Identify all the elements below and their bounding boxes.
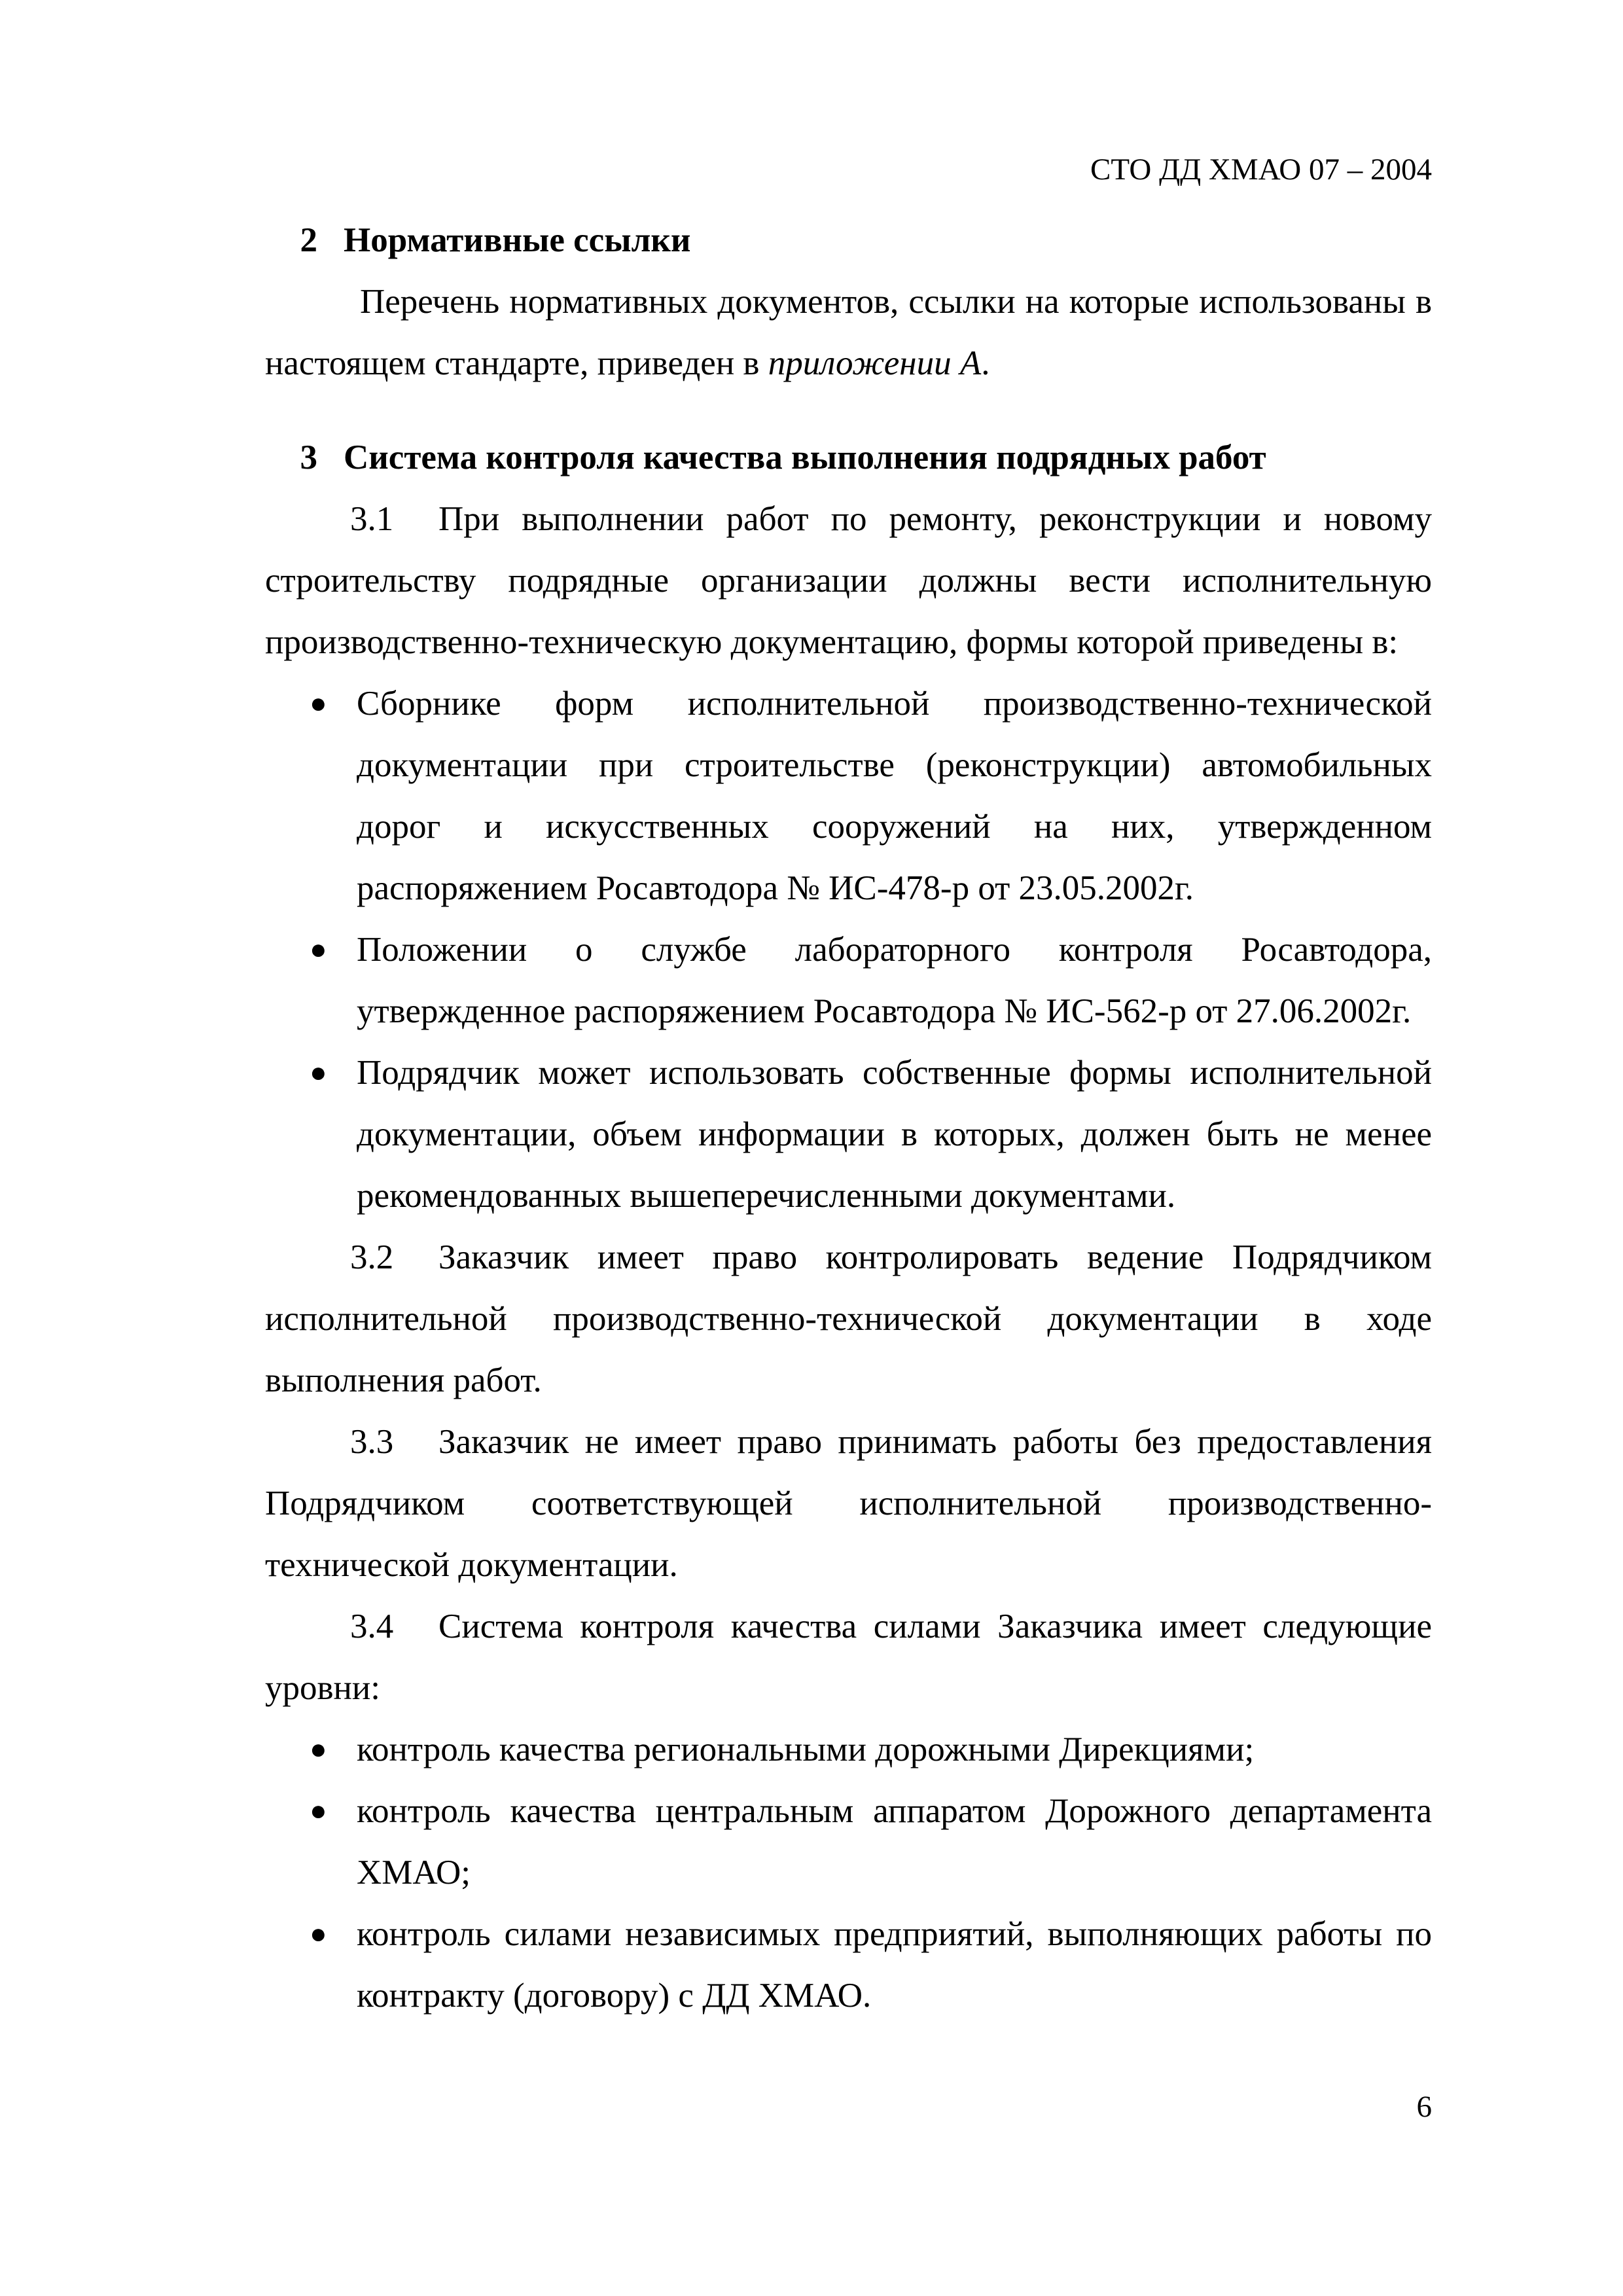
- clause-3-3-number: 3.3: [350, 1423, 394, 1461]
- clause-3-1: [265, 488, 1432, 673]
- list-item: [265, 1042, 1432, 1227]
- bullet-icon: ●: [310, 1795, 327, 1827]
- bullet-icon: ●: [310, 1733, 327, 1765]
- section-2-title: Нормативные ссылки: [344, 221, 691, 259]
- list-item: [265, 673, 1432, 919]
- page-number: 6: [1416, 2090, 1432, 2124]
- clause-3-2-text: Заказчик имеет право контролировать ведение Подрядчиком исполнительной производственно-технической документации в ходе выполнения работ.: [265, 1238, 1432, 1399]
- clause-3-3: [265, 1411, 1432, 1596]
- section-3-heading: [265, 427, 1432, 488]
- section-3-number: 3: [300, 439, 317, 476]
- list-item-text: контроль силами независимых предприятий, выполняющих работы по контракту (договору) с ДД ХМАО.: [357, 1915, 1432, 2015]
- bullet-icon: ●: [310, 687, 327, 719]
- bullet-icon: ●: [310, 1918, 327, 1950]
- list-item-text: контроль качества центральным аппаратом Дорожного департамента ХМАО;: [357, 1792, 1432, 1892]
- clause-3-4-bullet-list: [265, 1719, 1432, 2026]
- clause-3-1-number: 3.1: [350, 500, 394, 538]
- clause-3-1-text: При выполнении работ по ремонту, реконструкции и новому строительству подрядные организации должны вести исполнительную производственно-техническую документацию, формы которой приведены в:: [265, 500, 1432, 661]
- section-3-title: Система контроля качества выполнения подрядных работ: [344, 439, 1266, 476]
- document-code-header: СТО ДД ХМАО 07 – 2004: [1090, 152, 1432, 187]
- clause-3-4-text: Система контроля качества силами Заказчика имеет следующие уровни:: [265, 1607, 1432, 1707]
- section-2-text-end: .: [981, 344, 990, 382]
- section-2-heading: [265, 209, 1432, 271]
- section-2-paragraph: [265, 271, 1432, 394]
- list-item: [265, 919, 1432, 1042]
- list-item-text: Сборнике форм исполнительной производственно-технической документации при строительстве (реконструкции) автомобильных дорог и искусственных сооружений на них, утвержденном распоряжением Росавтодора № ИС-478-р от 23.05.2002г.: [357, 685, 1432, 907]
- list-item: [265, 1903, 1432, 2026]
- clause-3-4-number: 3.4: [350, 1607, 394, 1645]
- appendix-reference: приложении А: [768, 344, 982, 382]
- section-2-text: Перечень нормативных документов, ссылки на которые использованы в настоящем стандарте, приведен в: [265, 283, 1432, 382]
- list-item-text: Подрядчик может использовать собственные формы исполнительной документации, объем информации в которых, должен быть не менее рекомендованных вышеперечисленными документами.: [357, 1054, 1432, 1215]
- clause-3-1-bullet-list: [265, 673, 1432, 1227]
- list-item-text: контроль качества региональными дорожными Дирекциями;: [357, 1731, 1255, 1768]
- list-item: [265, 1719, 1432, 1780]
- clause-3-2-number: 3.2: [350, 1238, 394, 1276]
- bullet-icon: ●: [310, 1056, 327, 1088]
- bullet-icon: ●: [310, 933, 327, 965]
- clause-3-4: [265, 1596, 1432, 1719]
- page-content: [265, 209, 1432, 2026]
- list-item: [265, 1780, 1432, 1903]
- section-2-number: 2: [300, 221, 317, 259]
- clause-3-2: [265, 1227, 1432, 1411]
- list-item-text: Положении о службе лабораторного контроля Росавтодора, утвержденное распоряжением Росавтодора № ИС-562-р от 27.06.2002г.: [357, 931, 1432, 1030]
- clause-3-3-text: Заказчик не имеет право принимать работы без предоставления Подрядчиком соответствующей исполнительной производственно-технической документации.: [265, 1423, 1432, 1584]
